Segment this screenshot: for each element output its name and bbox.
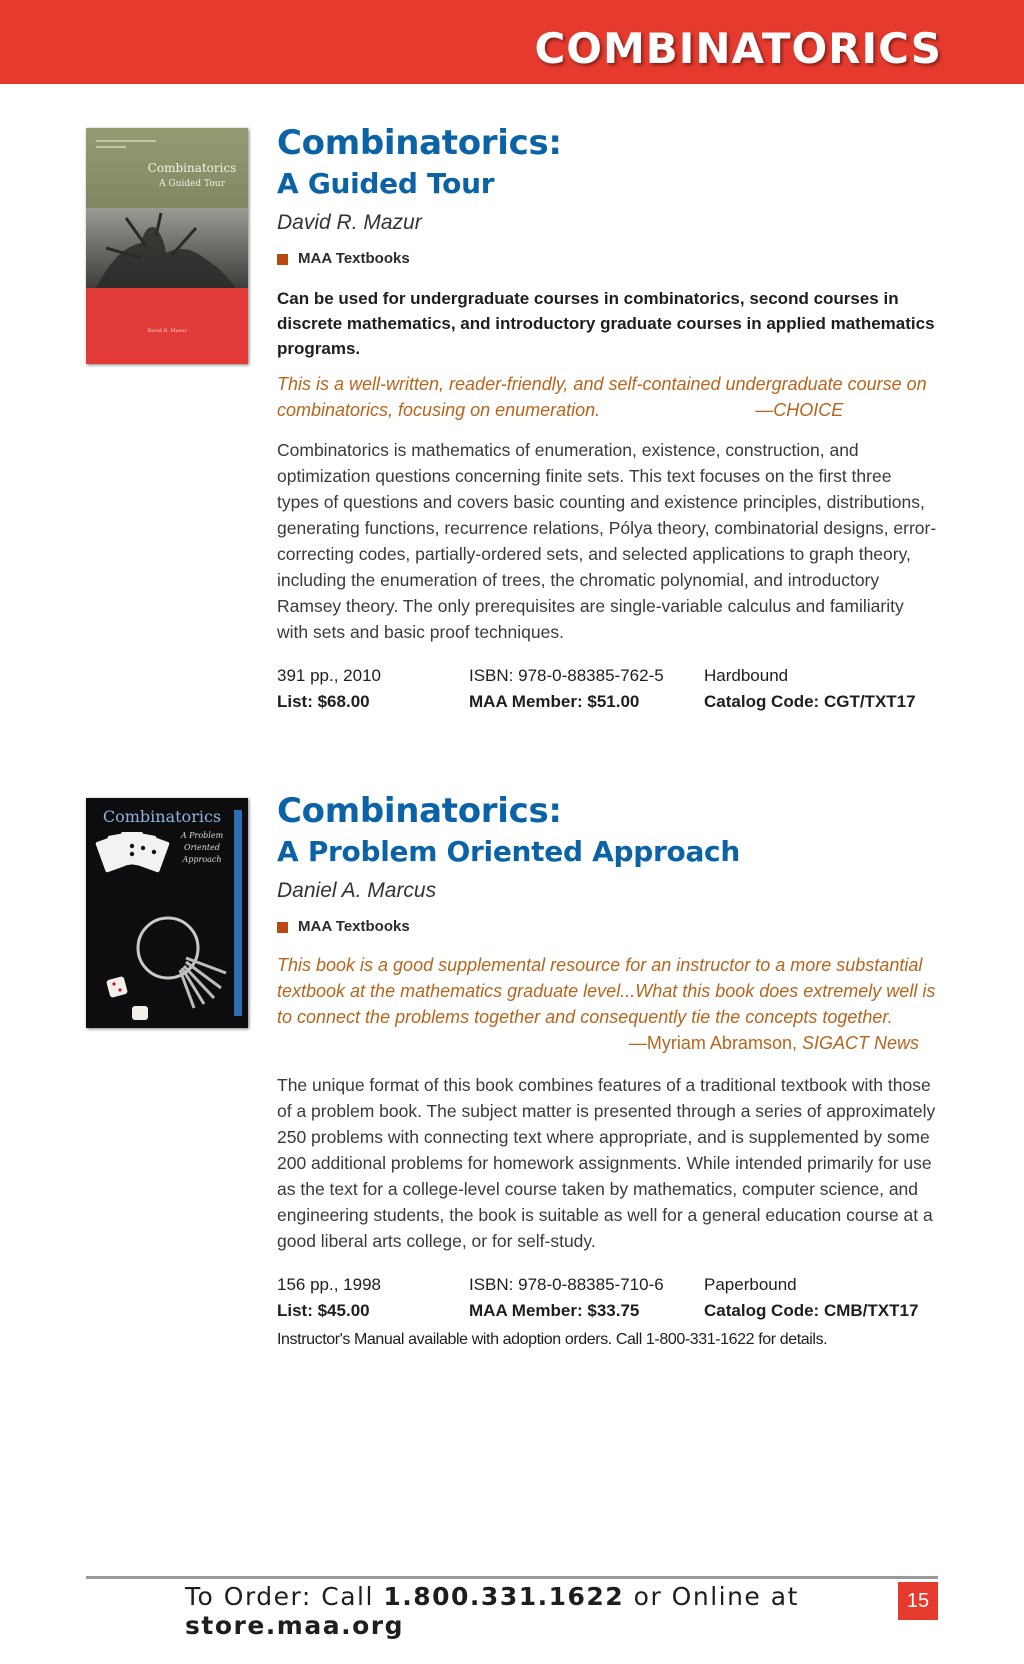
page-count-year: 391 pp., 2010 — [277, 666, 381, 685]
catalog-code: Catalog Code: CGT/TXT17 — [704, 692, 916, 711]
review-quote — [277, 371, 937, 423]
member-price: MAA Member: $33.75 — [469, 1301, 640, 1320]
order-prefix: To Order: Call — [185, 1582, 384, 1611]
cover-subtitle-line1: A Problem — [180, 831, 224, 840]
book-description: The unique format of this book combines features of a traditional textbook with those of a problem book. The subject matter is presented through a series of approximately 250 problems with connecting text where appropriate, and is supplemented by some 200 additional problems for homework assignments. While intended primarily for use as the text for a college-level course taken by mathematics, computer science, and engineering students, the book is suitable as well for a general education course at a good liberal arts college, or for self-study. — [277, 1075, 936, 1251]
member-price: MAA Member: $51.00 — [469, 692, 640, 711]
quote-text: This is a well-written, reader-friendly, and self-contained undergraduate course on combinatorics, focusing on enumeration. — [277, 374, 927, 420]
quote-attribution-prefix: — — [755, 400, 774, 420]
series-label — [277, 916, 937, 938]
book-lead: Can be used for undergraduate courses in combinatorics, second courses in discrete mathematics, and introductory graduate courses in applied mathematics programs. — [277, 289, 935, 358]
page-count-year: 156 pp., 1998 — [277, 1275, 381, 1294]
quote-attribution-prefix: —Myriam Abramson, — [628, 1033, 802, 1053]
order-phone[interactable]: 1.800.331.1622 — [383, 1582, 625, 1611]
book-cover-image[interactable] — [86, 128, 248, 364]
cover-title: Combinatorics — [147, 161, 237, 175]
series-label — [277, 248, 937, 270]
quote-text: This book is a good supplemental resource for an instructor to a more substantial textbook at the mathematics graduate level...What this book does extremely well is to connect the problems together and consequently tie the concepts together. — [277, 955, 936, 1027]
cover-subtitle-line3: Approach — [182, 855, 222, 864]
book-cover-image[interactable] — [86, 798, 248, 1028]
book-description: Combinatorics is mathematics of enumeration, existence, construction, and optimization questions concerning finite sets. This text focuses on the first three types of questions and covers basic counting and existence principles, distributions, generating functions, recurrence relations, Pólya theory, combinatorial designs, error-correcting codes, partially-ordered sets, and selected applications to graph theory, including the enumeration of trees, the chromatic polynomial, and introductory Ramsey theory. The only prerequisites are single-variable calculus and familiarity with sets and basic proof techniques. — [277, 440, 937, 642]
series-name: MAA Textbooks — [298, 918, 410, 935]
book-subtitle: A Guided Tour — [277, 167, 495, 200]
square-bullet-icon — [277, 254, 288, 265]
book-details — [277, 1272, 937, 1324]
binding-type: Hardbound — [704, 666, 789, 685]
section-title: COMBINATORICS — [534, 24, 942, 73]
square-bullet-icon — [277, 922, 288, 933]
book-title: Combinatorics: — [277, 123, 562, 163]
catalog-code: Catalog Code: CMB/TXT17 — [704, 1301, 919, 1320]
store-link[interactable]: store.maa.org — [185, 1611, 404, 1640]
binding-type: Paperbound — [704, 1275, 797, 1294]
cover-author: David R. Mazur — [147, 328, 187, 334]
cover-subtitle: A Guided Tour — [159, 179, 225, 189]
quote-attribution-source: CHOICE — [773, 400, 844, 420]
series-name: MAA Textbooks — [298, 250, 410, 267]
order-middle: or Online at — [624, 1582, 799, 1611]
book-title: Combinatorics: — [277, 791, 562, 831]
footer-divider — [86, 1576, 938, 1579]
list-price: List: $68.00 — [277, 692, 370, 711]
isbn: ISBN: 978-0-88385-762-5 — [469, 666, 664, 685]
quote-attribution-source: SIGACT News — [801, 1033, 919, 1053]
book-subtitle: A Problem Oriented Approach — [277, 835, 740, 868]
list-price: List: $45.00 — [277, 1301, 370, 1320]
instructor-manual-note: Instructor's Manual available with adoption orders. Call 1-800-331-1622 for details. — [277, 1331, 828, 1348]
book-details — [277, 663, 937, 715]
book-author: David R. Mazur — [277, 211, 422, 234]
page-number: 15 — [898, 1582, 938, 1620]
review-quote — [277, 952, 937, 1056]
isbn: ISBN: 978-0-88385-710-6 — [469, 1275, 664, 1294]
cover-subtitle-line2: Oriented — [184, 843, 220, 852]
cover-title: Combinatorics — [102, 807, 222, 826]
book-author: Daniel A. Marcus — [277, 879, 437, 902]
